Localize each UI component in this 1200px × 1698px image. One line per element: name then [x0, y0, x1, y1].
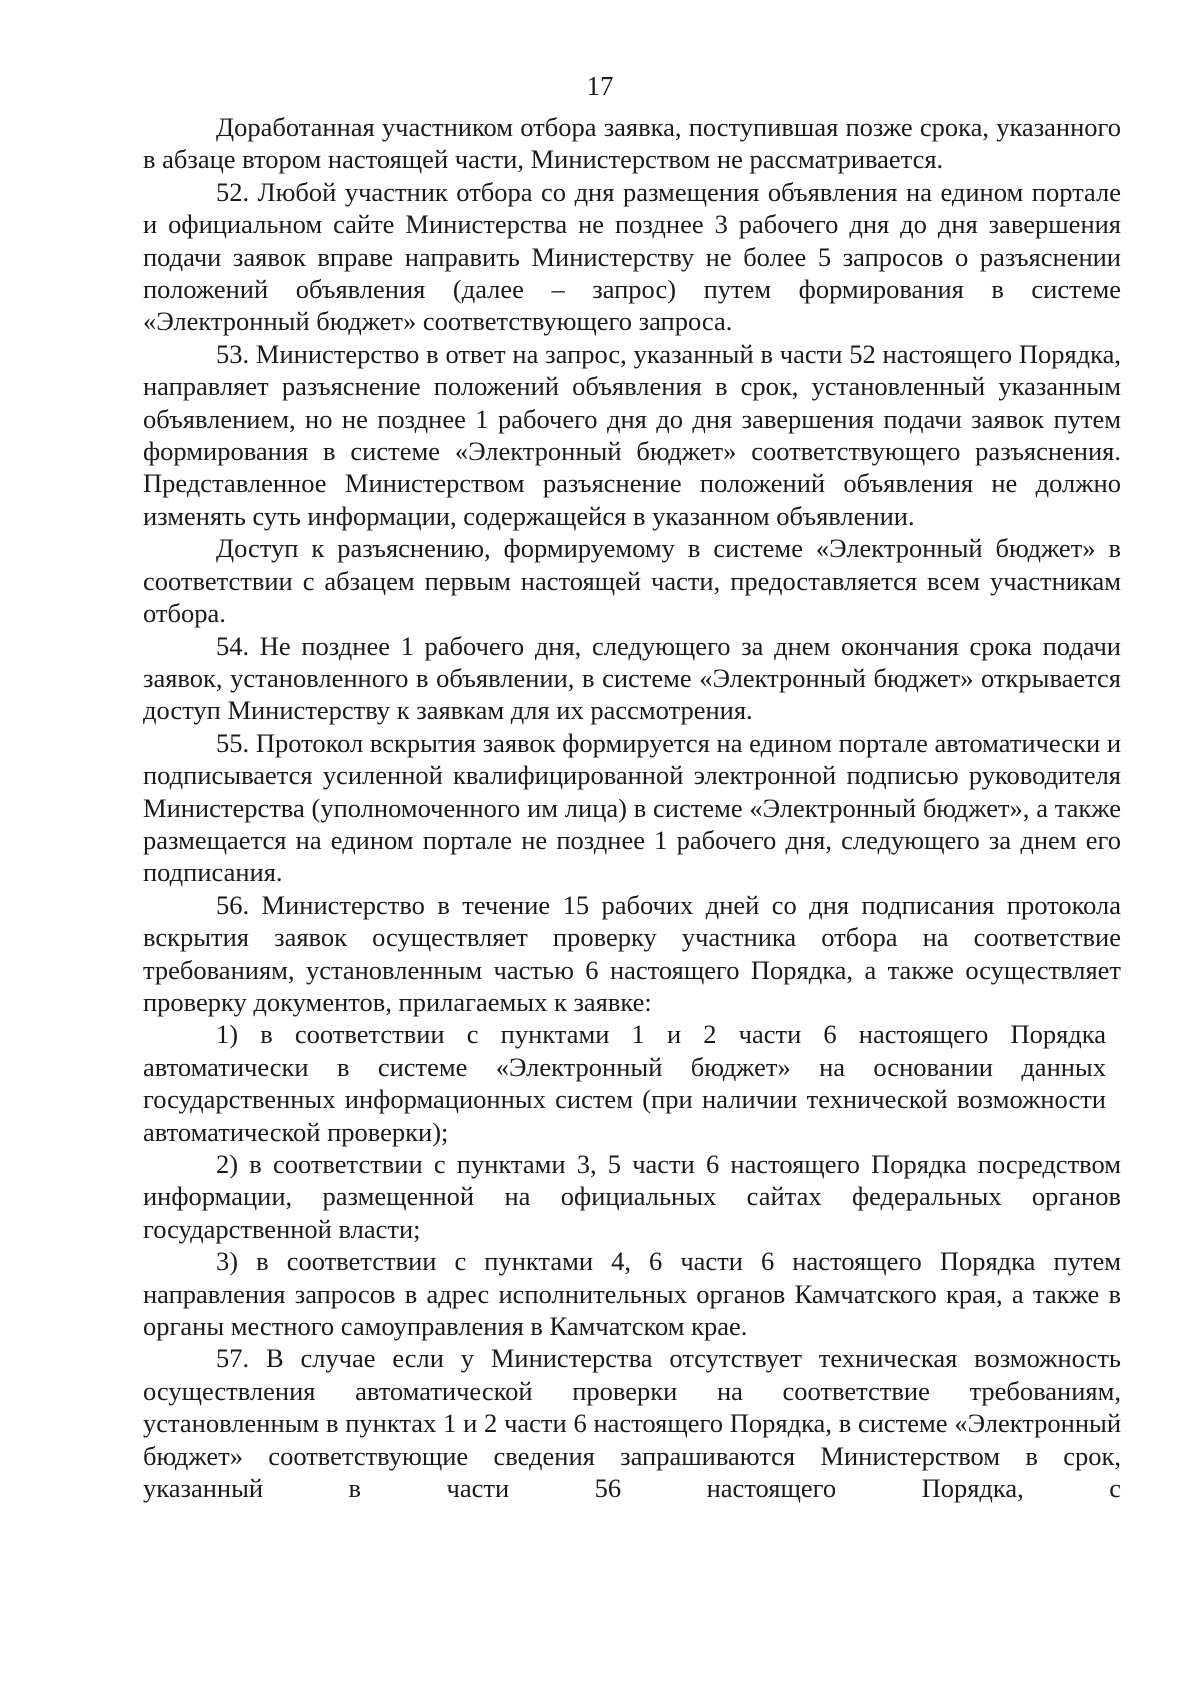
paragraph-55: 55. Протокол вскрытия заявок формируется на едином портале автоматически и подписывается усиленной квалифицированной электронной подписью руководителя Министерства (уполномоченного им лица) в системе «Электронный бюджет», а также размещается на едином портале не позднее 1 рабочего дня, следующего за днем его подписания. [143, 727, 1121, 888]
paragraph-56: 56. Министерство в течение 15 рабочих дней со дня подписания протокола вскрытия заявок осуществляет проверку участника отбора на соответствие требованиям, установленным частью 6 настоящего Порядка, а также осуществляет проверку документов, прилагаемых к заявке: [143, 889, 1121, 1017]
document-body [143, 111, 1121, 1504]
paragraph-continuation: Доработанная участником отбора заявка, поступившая позже срока, указанного в абзаце втором настоящей части, Министерством не рассматривается. [143, 112, 1121, 175]
paragraph-54: 54. Не позднее 1 рабочего дня, следующего за днем окончания срока подачи заявок, установленного в объявлении, в системе «Электронный бюджет» открывается доступ Министерству к заявкам для их рассмотрения. [143, 630, 1121, 726]
list-item-56-2: 2) в соответствии с пунктами 3, 5 части 6 настоящего Порядка посредством информации, размещенной на официальных сайтах федеральных органов государственной власти; [143, 1149, 1121, 1244]
list-item-56-3: 3) в соответствии с пунктами 4, 6 части 6 настоящего Порядка путем направления запросов в адрес исполнительных органов Камчатского края, а также в органы местного самоуправления в Камчатском крае. [143, 1246, 1121, 1342]
list-item-56-1: 1) в соответствии с пунктами 1 и 2 части 6 настоящего Порядка автоматически в системе «Электронный бюджет» на основании данных государственных информационных систем (при наличии технической возможности автоматической проверки); [143, 1019, 1106, 1147]
page-number: 17 [586, 71, 614, 101]
paragraph-53-access: Доступ к разъяснению, формируемому в системе «Электронный бюджет» в соответствии с абзацем первым настоящей части, предоставляется всем участникам отбора. [143, 533, 1121, 629]
paragraph-57: 57. В случае если у Министерства отсутствует техническая возможность осуществления автоматической проверки на соответствие требованиям, установленным в пунктах 1 и 2 части 6 настоящего Порядка, в системе «Электронный бюджет» соответствующие сведения запрашиваются Министерством в срок, указанный в части 56 настоящего Порядка, с [143, 1343, 1121, 1504]
paragraph-53: 53. Министерство в ответ на запрос, указанный в части 52 настоящего Порядка, направляет разъяснение положений объявления в срок, установленный указанным объявлением, но не позднее 1 рабочего дня до дня завершения подачи заявок путем формирования в системе «Электронный бюджет» соответствующего разъяснения. Представленное Министерством разъяснение положений объявления не должно изменять суть информации, содержащейся в указанном объявлении. [143, 338, 1121, 531]
paragraph-52: 52. Любой участник отбора со дня размещения объявления на едином портале и официальном сайте Министерства не позднее 3 рабочего дня до дня завершения подачи заявок вправе направить Министерству не более 5 запросов о разъяснении положений объявления (далее – запрос) путем формирования в системе «Электронный бюджет» соответствующего запроса. [143, 176, 1121, 337]
